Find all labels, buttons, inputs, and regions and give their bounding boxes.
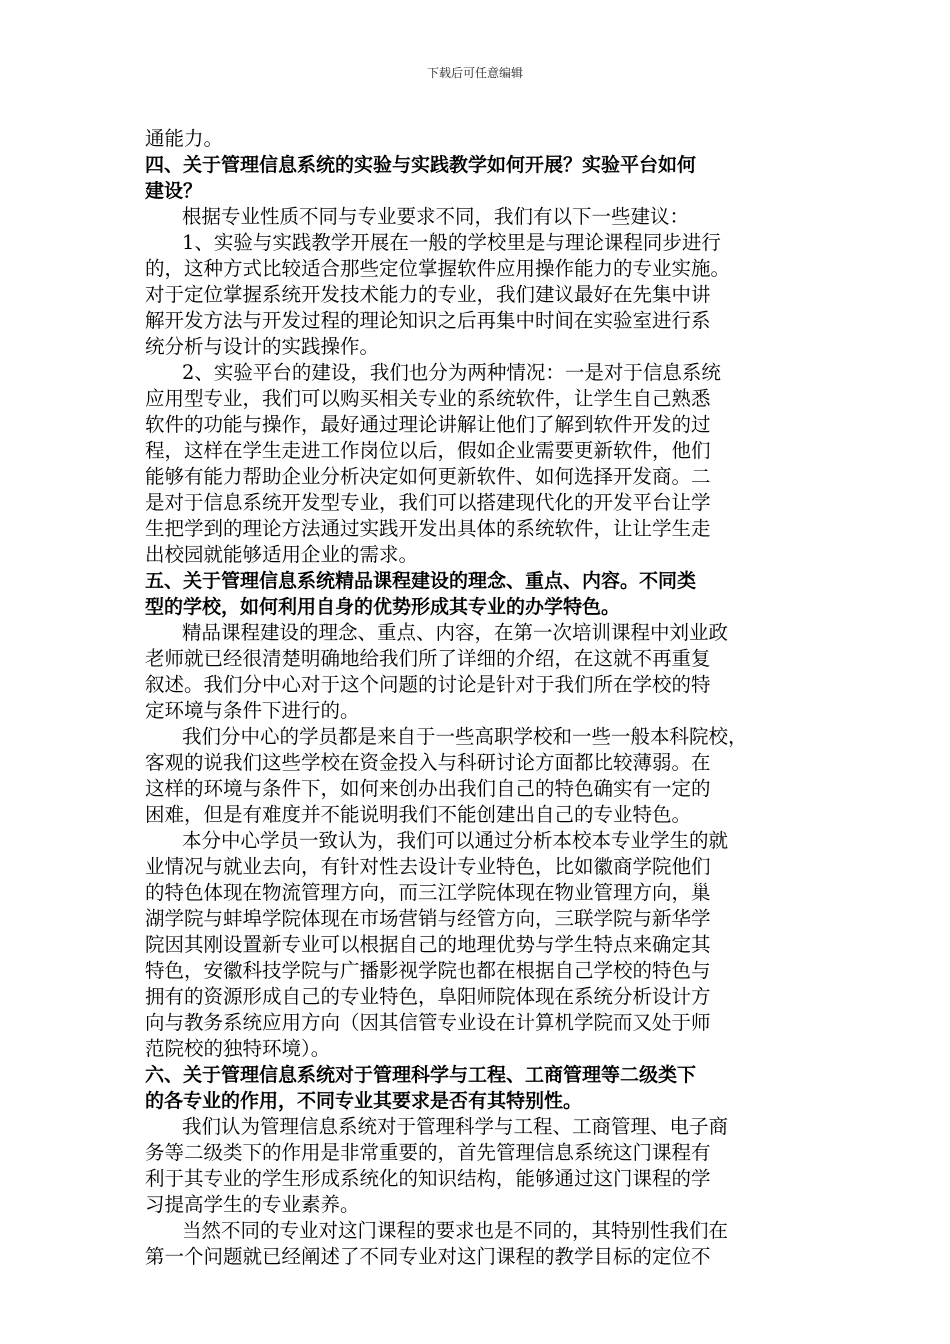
paragraph-line: 生把学到的理论方法通过实践开发出具体的系统软件，让让学生走 — [145, 517, 711, 540]
section-heading-line: 建设？ — [145, 180, 203, 202]
paragraph-line: 出校园就能够适用企业的需求。 — [145, 543, 419, 566]
paragraph-line: 2、实验平台的建设，我们也分为两种情况：一是对于信息系统 — [182, 361, 721, 384]
paragraph-line: 客观的说我们这些学校在资金投入与科研讨论方面都比较薄弱。在 — [145, 751, 711, 774]
document-body — [145, 126, 809, 1270]
paragraph-line: 根据专业性质不同与专业要求不同，我们有以下一些建议： — [182, 205, 690, 228]
paragraph-line: 的特色体现在物流管理方向，而三江学院体现在物业管理方向，巢 — [145, 881, 711, 904]
paragraph-line: 我们分中心的学员都是来自于一些高职学校和一些一般本科院校， — [182, 725, 748, 748]
page-header: 下载后可任意编辑 — [426, 66, 523, 80]
paragraph-line: 叙述。我们分中心对于这个问题的讨论是针对于我们所在学校的特 — [145, 673, 711, 696]
paragraph-line: 业情况与就业去向，有针对性去设计专业特色，比如徽商学院他们 — [145, 855, 711, 878]
paragraph-line: 能够有能力帮助企业分析决定如何更新软件、如何选择开发商。二 — [145, 465, 711, 488]
paragraph-line: 精品课程建设的理念、重点、内容，在第一次培训课程中刘业政 — [182, 621, 729, 644]
paragraph-line: 老师就已经很清楚明确地给我们所了详细的介绍，在这就不再重复 — [145, 647, 711, 670]
paragraph-line: 困难，但是有难度并不能说明我们不能创建出自己的专业特色。 — [145, 803, 692, 826]
section-heading-line: 五、关于管理信息系统精品课程建设的理念、重点、内容。不同类 — [145, 570, 697, 592]
paragraph-line: 务等二级类下的作用是非常重要的，首先管理信息系统这门课程有 — [145, 1141, 711, 1164]
paragraph-line: 院因其刚设置新专业可以根据自己的地理优势与学生特点来确定其 — [145, 933, 711, 956]
paragraph-line: 对于定位掌握系统开发技术能力的专业，我们建议最好在先集中讲 — [145, 283, 711, 306]
paragraph-line: 习提高学生的专业素养。 — [145, 1193, 360, 1216]
paragraph-line: 我们认为管理信息系统对于管理科学与工程、工商管理、电子商 — [182, 1115, 729, 1138]
section-heading-line: 的各专业的作用，不同专业其要求是否有其特别性。 — [145, 1090, 583, 1112]
paragraph-line: 的，这种方式比较适合那些定位掌握软件应用操作能力的专业实施。 — [145, 257, 731, 280]
paragraph-line: 是对于信息系统开发型专业，我们可以搭建现代化的开发平台让学 — [145, 491, 711, 514]
paragraph-line: 范院校的独特环境）。 — [145, 1037, 331, 1060]
paragraph-line: 程，这样在学生走进工作岗位以后，假如企业需要更新软件，他们 — [145, 439, 711, 462]
paragraph-line: 本分中心学员一致认为，我们可以通过分析本校本专业学生的就 — [182, 829, 729, 852]
section-heading-line: 六、关于管理信息系统对于管理科学与工程、工商管理等二级类下 — [145, 1064, 697, 1086]
paragraph-line: 利于其专业的学生形成系统化的知识结构，能够通过这门课程的学 — [145, 1167, 711, 1190]
paragraph-line: 第一个问题就已经阐述了不同专业对这门课程的教学目标的定位不 — [145, 1245, 711, 1268]
paragraph-line: 通能力。 — [145, 127, 224, 150]
paragraph-line: 湖学院与蚌埠学院体现在市场营销与经管方向，三联学院与新华学 — [145, 907, 711, 930]
paragraph-line: 软件的功能与操作，最好通过理论讲解让他们了解到软件开发的过 — [145, 413, 711, 436]
section-heading-line: 型的学校，如何利用自身的优势形成其专业的办学特色。 — [145, 596, 621, 618]
paragraph-line: 拥有的资源形成自己的专业特色，阜阳师院体现在系统分析设计方 — [145, 985, 711, 1008]
paragraph-line: 1、实验与实践教学开展在一般的学校里是与理论课程同步进行 — [182, 231, 721, 254]
section-heading-line: 四、关于管理信息系统的实验与实践教学如何开展？实验平台如何 — [145, 154, 697, 176]
paragraph-line: 特色，安徽科技学院与广播影视学院也都在根据自己学校的特色与 — [145, 959, 711, 982]
paragraph-line: 这样的环境与条件下，如何来创办出我们自己的特色确实有一定的 — [145, 777, 711, 800]
paragraph-line: 解开发方法与开发过程的理论知识之后再集中时间在实验室进行系 — [145, 309, 711, 332]
paragraph-line: 当然不同的专业对这门课程的要求也是不同的，其特别性我们在 — [182, 1219, 729, 1242]
paragraph-line: 定环境与条件下进行的。 — [145, 699, 360, 722]
paragraph-line: 统分析与设计的实践操作。 — [145, 335, 380, 358]
paragraph-line: 向与教务系统应用方向（因其信管专业设在计算机学院而又处于师 — [145, 1011, 711, 1034]
paragraph-line: 应用型专业，我们可以购买相关专业的系统软件，让学生自己熟悉 — [145, 387, 711, 410]
